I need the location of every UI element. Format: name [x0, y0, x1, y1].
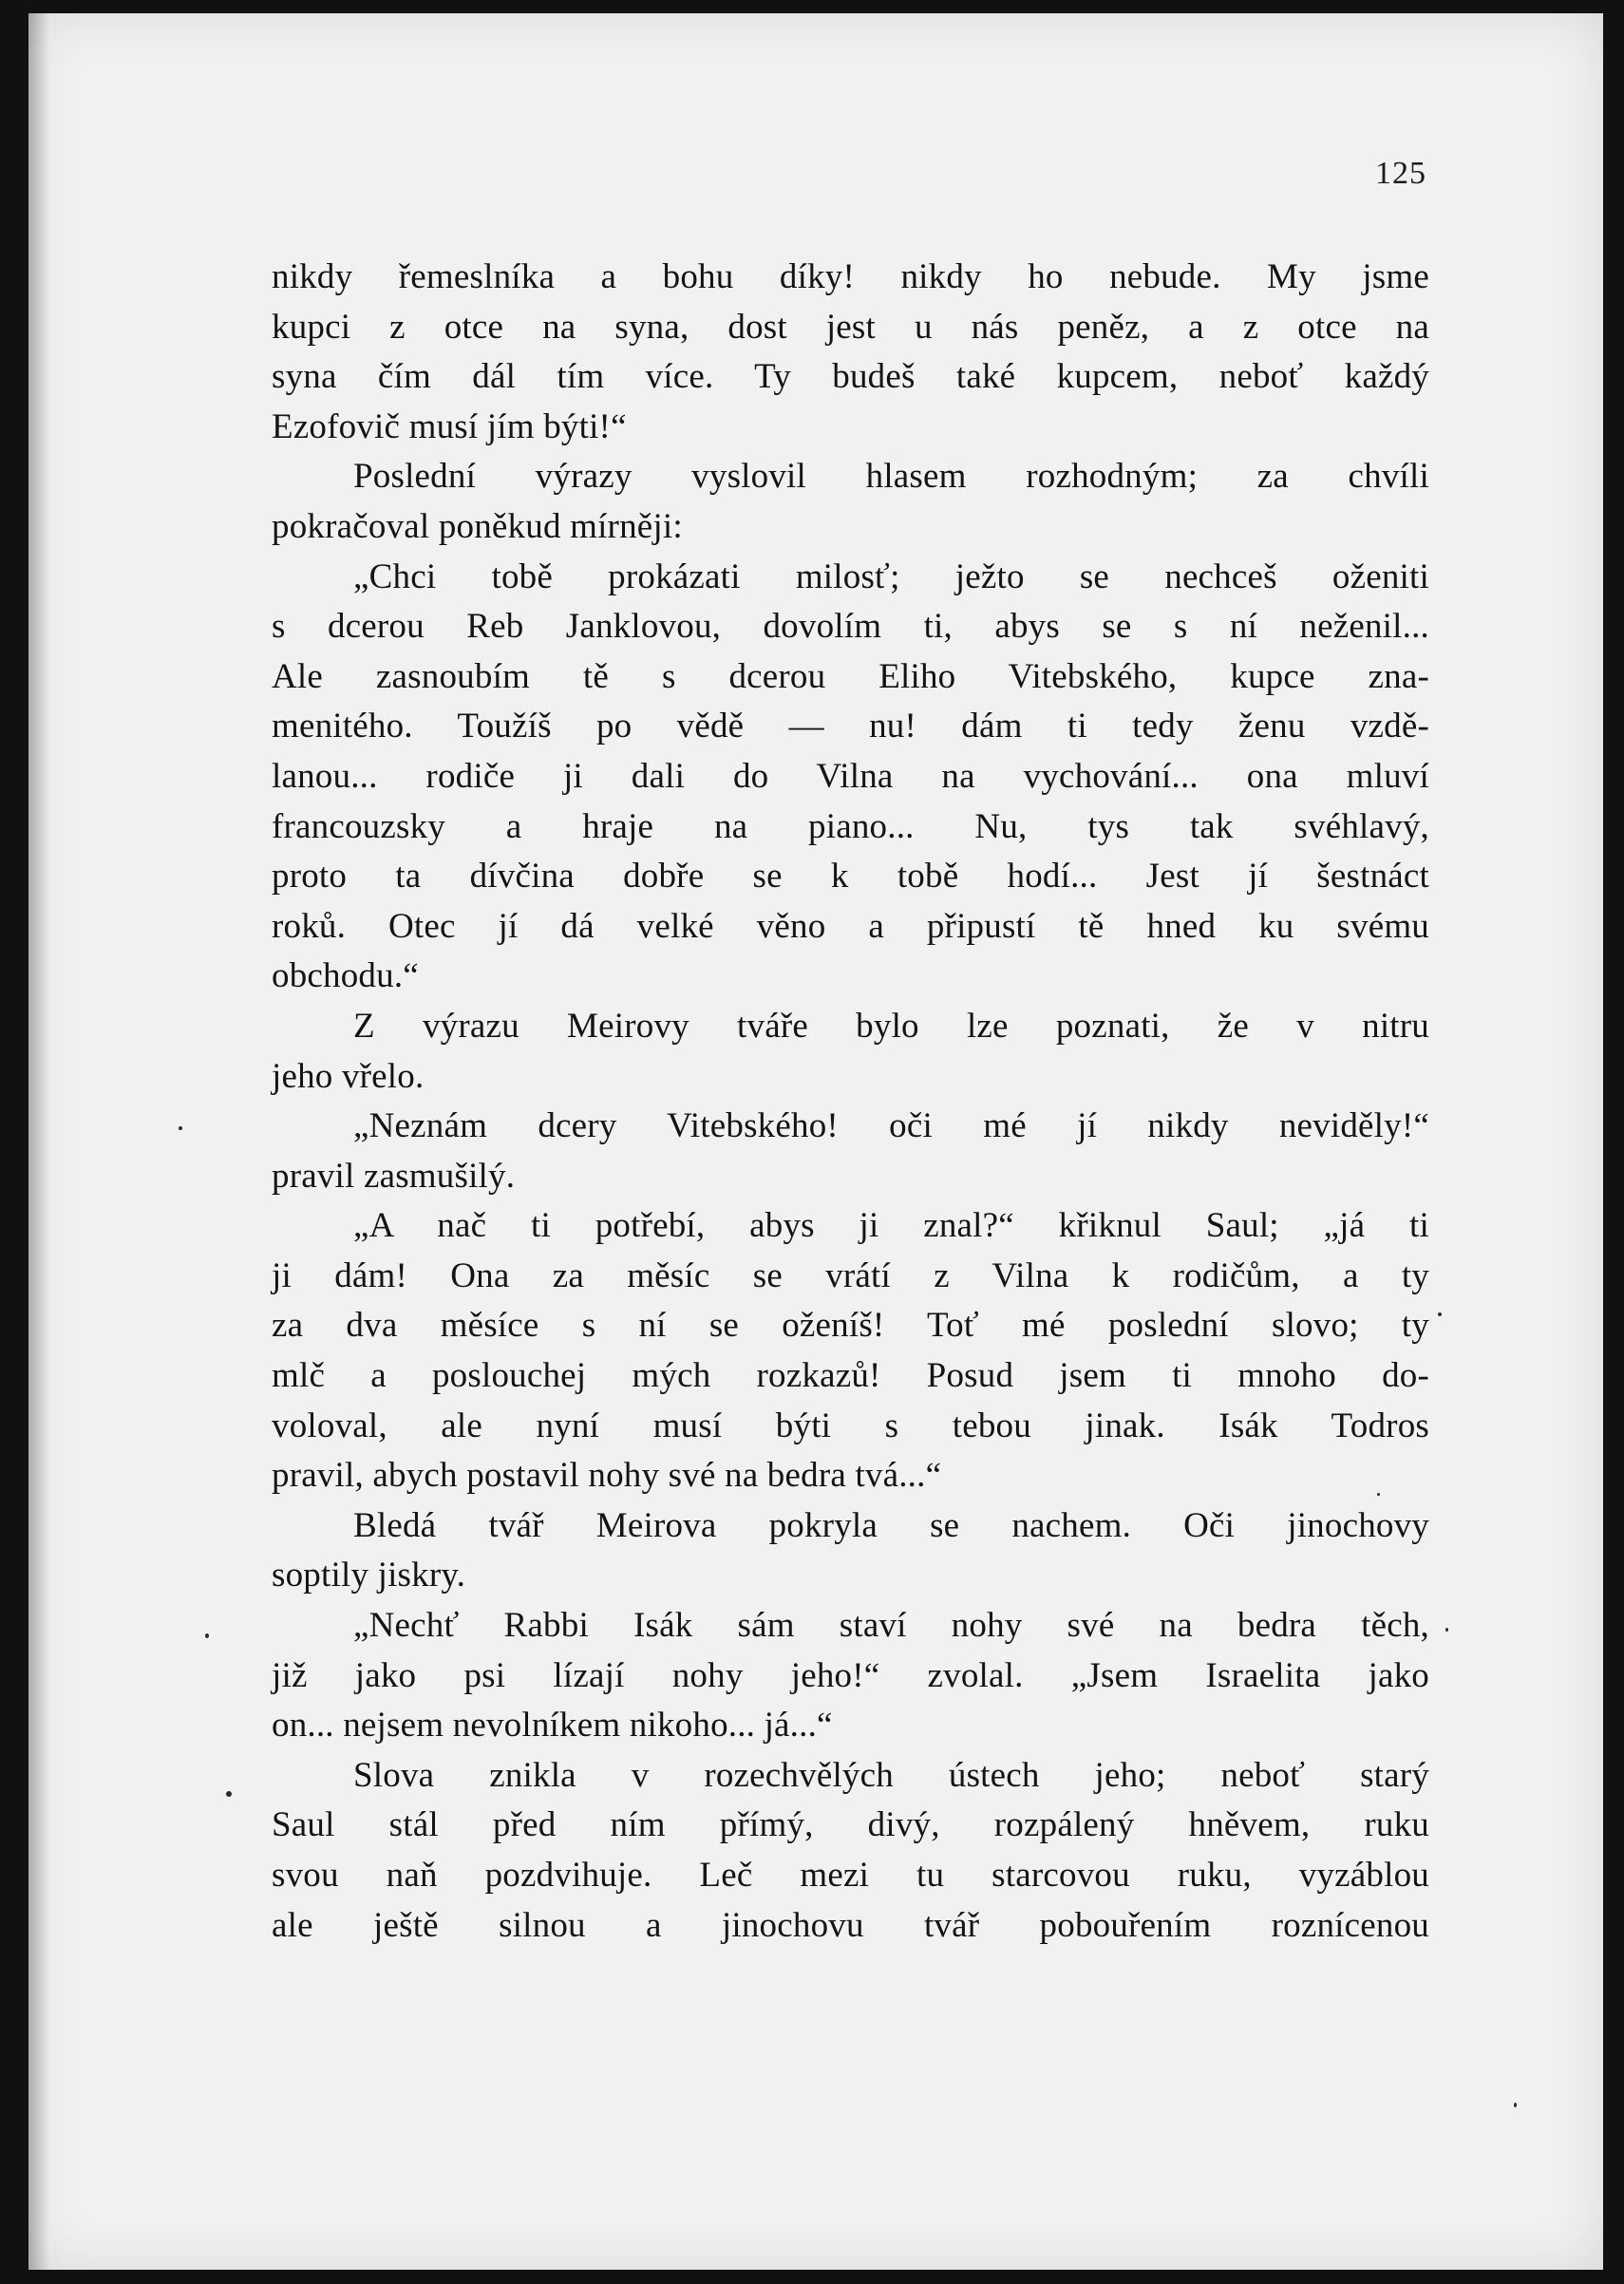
page-number: 125	[1375, 156, 1426, 191]
ink-speck	[1445, 1628, 1448, 1632]
ink-speck	[1438, 1312, 1442, 1316]
text-line: lanou... rodiče ji dali do Vilna na vychování... ona mluví	[272, 756, 1429, 796]
text-line: svou naň pozdvihuje. Leč mezi tu starcovou ruku, vyzáblou	[272, 1856, 1429, 1895]
text-line: Poslední výrazy vyslovil hlasem rozhodným; za chvíli	[353, 457, 1429, 497]
text-line: mlč a poslouchej mých rozkazů! Posud jsem ti mnoho do-	[272, 1356, 1429, 1396]
text-line: kupci z otce na syna, dost jest u nás peněz, a z otce na	[272, 307, 1429, 347]
text-line: obchodu.“	[272, 956, 419, 996]
text-line: Saul stál před ním přímý, divý, rozpálený hněvem, ruku	[272, 1805, 1429, 1845]
text-line: nikdy řemeslníka a bohu díky! nikdy ho nebude. My jsme	[272, 257, 1429, 296]
text-line: voloval, ale nyní musí býti s tebou jinak. Isák Todros	[272, 1406, 1429, 1445]
ink-speck	[226, 1791, 232, 1797]
text-line: ji dám! Ona za měsíc se vrátí z Vilna k rodičům, a ty	[272, 1255, 1429, 1295]
text-line: pravil zasmušilý.	[272, 1156, 516, 1196]
gutter-shadow	[28, 13, 49, 2270]
text-line: Ale zasnoubím tě s dcerou Eliho Vitebského, kupce zna-	[272, 656, 1429, 696]
body-text	[272, 253, 1429, 1951]
text-line: proto ta dívčina dobře se k tobě hodí... Jest jí šestnáct	[272, 857, 1429, 897]
text-line: roků. Otec jí dá velké věno a připustí tě hned ku svému	[272, 906, 1429, 946]
text-line: s dcerou Reb Janklovou, dovolím ti, abys se s ní neženil...	[272, 607, 1429, 647]
text-line: on... nejsem nevolníkem nikoho... já...“	[272, 1706, 833, 1746]
text-line: ale ještě silnou a jinochovu tvář pobouřením roznícenou	[272, 1905, 1429, 1945]
text-line: již jako psi lízají nohy jeho!“ zvolal. „Jsem Israelita jako	[272, 1655, 1429, 1695]
book-page	[28, 13, 1603, 2270]
text-line: za dva měsíce s ní se oženíš! Toť mé poslední slovo; ty	[272, 1306, 1429, 1346]
text-line: „Nechť Rabbi Isák sám staví nohy své na bedra těch,	[353, 1606, 1429, 1646]
ink-speck	[205, 1633, 209, 1638]
text-line: Bledá tvář Meirova pokryla se nachem. Oči jinochovy	[353, 1505, 1429, 1545]
text-line: francouzsky a hraje na piano... Nu, tys tak svéhlavý,	[272, 806, 1429, 846]
ink-speck	[179, 1126, 182, 1130]
text-line: „Neznám dcery Vitebského! oči mé jí nikdy neviděly!“	[353, 1106, 1429, 1146]
text-line: Z výrazu Meirovy tváře bylo lze poznati, že v nitru	[353, 1006, 1429, 1046]
text-line: soptily jiskry.	[272, 1556, 466, 1595]
ink-speck	[1377, 1493, 1380, 1496]
ink-speck	[1514, 2103, 1517, 2107]
text-line: Slova znikla v rozechvělých ústech jeho; neboť starý	[353, 1755, 1429, 1795]
text-line: syna čím dál tím více. Ty budeš také kupcem, neboť každý	[272, 357, 1429, 397]
text-line: „A nač ti potřebí, abys ji znal?“ křiknul Saul; „já ti	[353, 1206, 1429, 1246]
text-line: pokračoval poněkud mírněji:	[272, 506, 683, 546]
text-line: pravil, abych postavil nohy své na bedra tvá...“	[272, 1456, 942, 1496]
text-line: Ezofovič musí jím býti!“	[272, 406, 627, 446]
text-line: jeho vřelo.	[272, 1056, 425, 1096]
text-line: menitého. Toužíš po vědě — nu! dám ti tedy ženu vzdě-	[272, 707, 1429, 746]
text-line: „Chci tobě prokázati milosť; ježto se nechceš oženiti	[353, 557, 1429, 596]
